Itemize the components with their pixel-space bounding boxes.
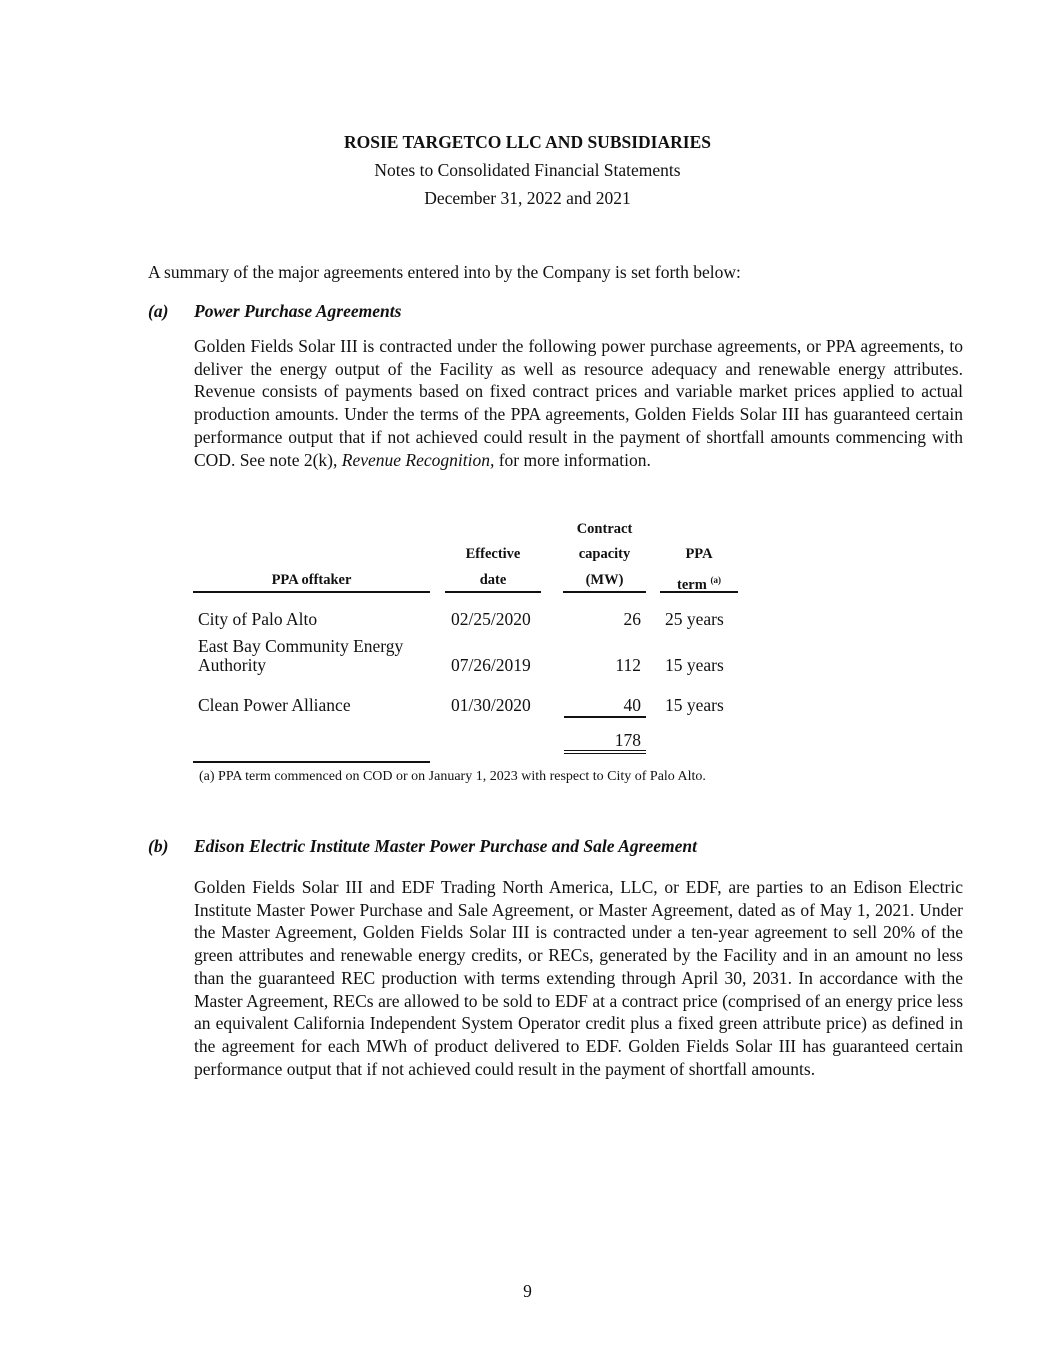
cell-offtaker-line2: Authority xyxy=(198,655,267,675)
header-rule-term xyxy=(660,591,738,593)
section-b-title: Edison Electric Institute Master Power Purchase and Sale Agreement xyxy=(194,836,697,856)
section-a-text-italic: Revenue Recognition, xyxy=(341,449,495,470)
header-capacity-line2: capacity xyxy=(578,546,631,562)
cell-capacity: 112 xyxy=(615,655,641,675)
header-term-line1: PPA xyxy=(685,546,713,562)
page-number: 9 xyxy=(523,1281,532,1301)
cell-term: 25 years xyxy=(665,609,724,629)
footnote-marker: (a) xyxy=(710,575,721,585)
subtotal-rule xyxy=(564,716,646,718)
section-a-text-post: for more information. xyxy=(494,449,651,470)
section-a-title: Power Purchase Agreements xyxy=(194,301,402,321)
section-a-label: (a) xyxy=(148,301,169,321)
total-capacity: 178 xyxy=(614,730,641,750)
header-capacity-line1: Contract xyxy=(576,521,633,537)
statement-date: December 31, 2022 and 2021 xyxy=(424,188,631,208)
company-name: ROSIE TARGETCO LLC AND SUBSIDIARIES xyxy=(344,132,711,152)
header-effective-line1: Effective xyxy=(465,546,521,562)
intro-text: A summary of the major agreements entered into by the Company is set forth below: xyxy=(148,262,741,282)
cell-date: 07/26/2019 xyxy=(451,655,531,675)
table-footnote: (a) PPA term commenced on COD or on January 1, 2023 with respect to City of Palo Alto. xyxy=(199,769,706,784)
section-b-label: (b) xyxy=(148,836,169,856)
header-rule-date xyxy=(445,591,541,593)
header-rule-offtaker xyxy=(193,591,430,593)
cell-term: 15 years xyxy=(665,695,724,715)
cell-date: 02/25/2020 xyxy=(451,609,531,629)
cell-offtaker: City of Palo Alto xyxy=(198,609,318,629)
cell-term: 15 years xyxy=(665,655,724,675)
header-effective-line2: date xyxy=(479,572,507,588)
section-a-paragraph xyxy=(194,335,963,471)
cell-capacity: 26 xyxy=(623,609,641,629)
section-a-text-pre: Golden Fields Solar III is contracted under the following power purchase agreements, or PPA agreements, to deliver the energy output of the Facility as well as resource adequacy and renewable energy attributes. Revenue consists of payments based on fixed contract prices and variable market prices applied to actual production amounts. Under the terms of the PPA agreements, Golden Fields Solar III has guaranteed certain performance output that if not achieved could result in the payment of shortfall amounts commencing with COD. See note 2(k), xyxy=(194,336,963,470)
section-b-paragraph: Golden Fields Solar III and EDF Trading North America, LLC, or EDF, are parties to an Edison Electric Institute Master Power Purchase and Sale Agreement, or Master Agreement, dated as of May 1, 2021. Under the Master Agreement, Golden Fields Solar III is contracted under a ten-year agreement to sell 20% of the green attributes and renewable energy credits, or RECs, generated by the Facility and in an amount no less than the guaranteed REC production with terms extending through April 30, 2031. In accordance with the Master Agreement, RECs are allowed to be sold to EDF at a contract price (comprised of an energy price less an equivalent California Independent System Operator credit plus a fixed green attribute price) as defined in the agreement for each MWh of product delivered to EDF. Golden Fields Solar III has guaranteed certain performance output that if not achieved could result in the payment of shortfall amounts. xyxy=(194,877,963,1079)
header-term-text: term xyxy=(677,577,707,593)
header-rule-capacity xyxy=(563,591,646,593)
cell-capacity: 40 xyxy=(623,695,641,715)
document-subtitle: Notes to Consolidated Financial Statements xyxy=(374,160,681,180)
header-term-line2 xyxy=(660,568,738,599)
header-offtaker: PPA offtaker xyxy=(271,572,352,588)
total-double-rule xyxy=(564,750,646,754)
cell-offtaker: East Bay Community Energy xyxy=(198,636,404,656)
header-capacity-line3: (MW) xyxy=(585,572,624,588)
cell-offtaker: Clean Power Alliance xyxy=(198,695,351,715)
footnote-separator xyxy=(193,761,430,763)
cell-date: 01/30/2020 xyxy=(451,695,531,715)
